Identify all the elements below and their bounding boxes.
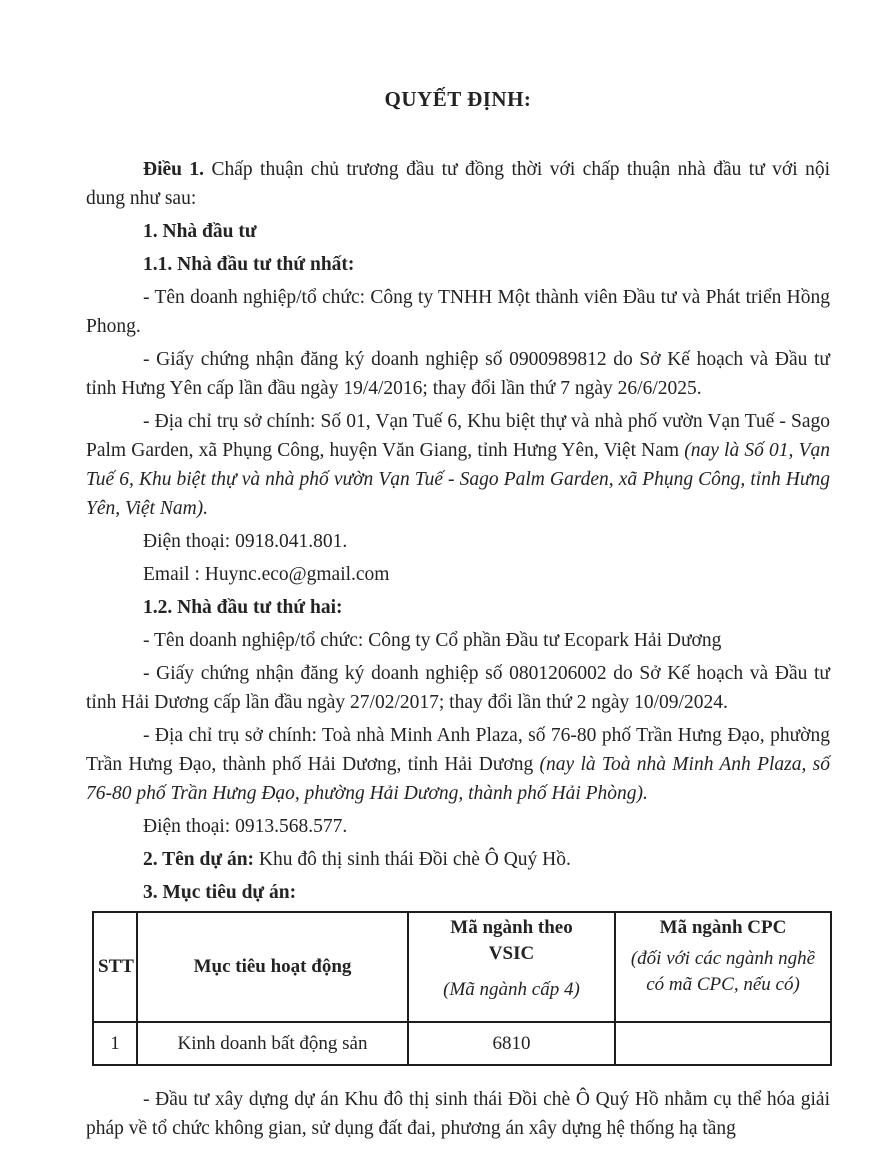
investor-2-address — [86, 721, 830, 808]
investor-1-name: - Tên doanh nghiệp/tổ chức: Công ty TNHH Một thành viên Đầu tư và Phát triển Hồng Phong. — [86, 287, 830, 337]
column-header-vsic — [408, 912, 615, 1022]
column-header-muc-tieu: Mục tiêu hoạt động — [137, 912, 408, 1022]
article-1-paragraph — [86, 155, 830, 213]
document-title: QUYẾT ĐỊNH: — [384, 87, 532, 111]
column-header-stt: STT — [93, 912, 137, 1022]
investor-1-address — [86, 407, 830, 523]
investor-1-registration: - Giấy chứng nhận đăng ký doanh nghiệp số 0900989812 do Sở Kế hoạch và Đầu tư tỉnh Hưng Yên cấp lần đầu ngày 19/4/2016; thay đổi lần thứ 7 ngày 26/6/2025. — [86, 349, 830, 399]
section-2-label: 2. Tên dự án: — [143, 849, 255, 870]
objectives-table-header — [93, 912, 831, 1022]
objectives-table — [92, 911, 832, 1066]
investor-1-heading: 1.1. Nhà đầu tư thứ nhất: — [143, 254, 355, 275]
row-1-stt: 1 — [93, 1022, 137, 1065]
investor-2-address-note: (nay là Toà nhà Minh Anh Plaza, số 76-80 phố Trần Hưng Đạo, phường Hải Dương, thành phố Hải Phòng). — [86, 754, 830, 804]
investor-2-heading: 1.2. Nhà đầu tư thứ hai: — [143, 597, 343, 618]
row-1-cpc — [615, 1022, 831, 1065]
investor-2-address-current: - Địa chỉ trụ sở chính: Toà nhà Minh Anh Plaza, số 76-80 phố Trần Hưng Đạo, phường Trần Hưng Đạo, thành phố Hải Dương, tỉnh Hải Dương — [86, 725, 830, 775]
row-1-vsic: 6810 — [408, 1022, 615, 1065]
investor-1-email: Email : Huync.eco@gmail.com — [143, 564, 390, 585]
cpc-header-note: (đối với các ngành nghề có mã CPC, nếu có) — [630, 948, 816, 995]
closing-paragraph: - Đầu tư xây dựng dự án Khu đô thị sinh thái Đồi chè Ô Quý Hồ nhằm cụ thể hóa giải pháp về tổ chức không gian, sử dụng đất đai, phương án xây dựng hệ thống hạ tầng — [86, 1089, 830, 1139]
table-row — [93, 1022, 831, 1065]
row-1-muc-tieu: Kinh doanh bất động sản — [137, 1022, 408, 1065]
investor-2-name: - Tên doanh nghiệp/tổ chức: Công ty Cổ phần Đầu tư Ecopark Hải Dương — [143, 630, 722, 651]
cpc-header-name: Mã ngành CPC — [659, 917, 787, 938]
investor-2-registration: - Giấy chứng nhận đăng ký doanh nghiệp số 0801206002 do Sở Kế hoạch và Đầu tư tỉnh Hải Dương cấp lần đầu ngày 27/02/2017; thay đổi lần thứ 2 ngày 10/09/2024. — [86, 663, 830, 713]
section-2-text: Khu đô thị sinh thái Đồi chè Ô Quý Hồ. — [254, 849, 571, 870]
investor-1-address-note: (nay là Số 01, Vạn Tuế 6, Khu biệt thự và nhà phố vườn Vạn Tuế - Sago Palm Garden, xã Phụng Công, tỉnh Hưng Yên, Việt Nam). — [86, 440, 830, 519]
section-1-heading: 1. Nhà đầu tư — [143, 221, 257, 242]
column-header-cpc — [615, 912, 831, 1022]
section-2-project-name — [86, 845, 830, 874]
investor-1-phone: Điện thoại: 0918.041.801. — [143, 531, 348, 552]
vsic-header-name: Mã ngành theo VSIC — [450, 917, 573, 964]
investor-2-phone: Điện thoại: 0913.568.577. — [143, 816, 348, 837]
vsic-header-note: (Mã ngành cấp 4) — [443, 979, 580, 1000]
article-1-text: Chấp thuận chủ trương đầu tư đồng thời với chấp thuận nhà đầu tư với nội dung như sau: — [86, 159, 830, 209]
investor-1-address-current: - Địa chỉ trụ sở chính: Số 01, Vạn Tuế 6, Khu biệt thự và nhà phố vườn Vạn Tuế - Sago Palm Garden, xã Phụng Công, huyện Văn Giang, tỉnh Hưng Yên, Việt Nam — [86, 411, 830, 461]
article-1-label: Điều 1. — [143, 159, 205, 180]
section-3-heading: 3. Mục tiêu dự án: — [143, 882, 297, 903]
